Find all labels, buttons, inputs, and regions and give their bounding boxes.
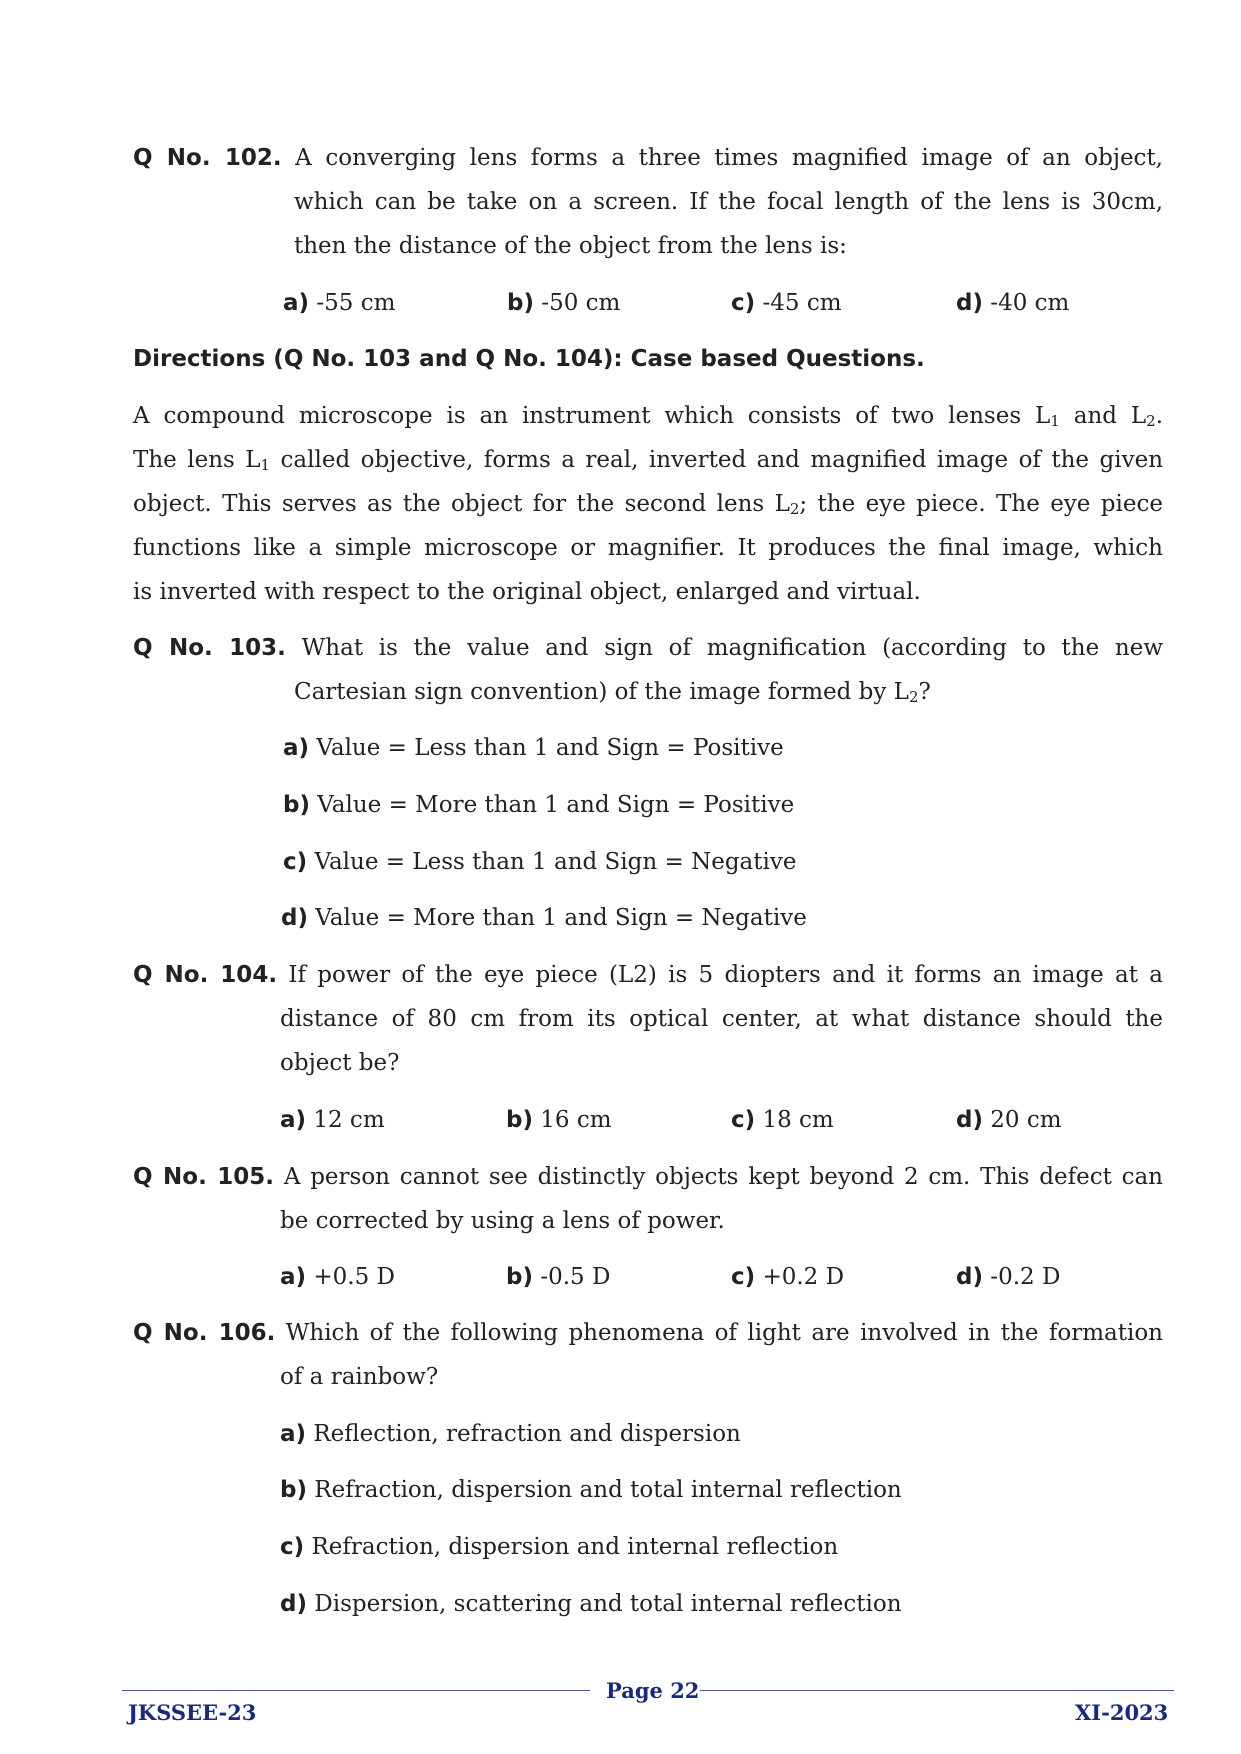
question-102-label: Q No. 102. xyxy=(133,145,282,171)
question-102-option-b: b) -50 cm xyxy=(507,290,621,316)
footer-rule-right xyxy=(700,1690,1174,1691)
footer-rule-left xyxy=(122,1690,590,1691)
question-103-option-a: a) Value = Less than 1 and Sign = Positive xyxy=(283,735,784,761)
question-103-label: Q No. 103. xyxy=(133,635,286,661)
question-102-option-a: a) -55 cm xyxy=(283,290,396,316)
question-106-option-a: a) Reflection, refraction and dispersion xyxy=(280,1421,741,1447)
question-103-option-c: c) Value = Less than 1 and Sign = Negative xyxy=(283,849,797,875)
question-104-label: Q No. 104. xyxy=(133,962,278,988)
passage-line-5: is inverted with respect to the original object, enlarged and virtual. xyxy=(133,579,921,605)
question-102-option-d: d) -40 cm xyxy=(956,290,1070,316)
question-105-line-2: be corrected by using a lens of power. xyxy=(280,1208,725,1234)
question-103-option-d: d) Value = More than 1 and Sign = Negative xyxy=(281,905,807,931)
footer-class-year: XI-2023 xyxy=(1075,1700,1169,1725)
question-106-option-b: b) Refraction, dispersion and total internal reflection xyxy=(280,1477,902,1503)
question-104-option-d: d) 20 cm xyxy=(956,1107,1062,1133)
passage-line-1: A compound microscope is an instrument which consists of two lenses $L_1$ and $L_2$. xyxy=(133,403,1164,430)
question-106-option-c: c) Refraction, dispersion and internal reflection xyxy=(280,1534,839,1560)
question-102-option-c: c) -45 cm xyxy=(731,290,842,316)
question-105-label: Q No. 105. xyxy=(133,1164,275,1190)
question-103-option-b: b) Value = More than 1 and Sign = Positive xyxy=(283,792,795,818)
question-104-option-a: a) 12 cm xyxy=(280,1107,385,1133)
question-103-line-1: Q No. 103. What is the value and sign of magnification (according to the new xyxy=(133,635,1164,661)
question-104-option-c: c) 18 cm xyxy=(731,1107,834,1133)
footer-exam-code: JKSSEE-23 xyxy=(128,1700,257,1725)
question-106-line-1: Q No. 106. Which of the following phenomena of light are involved in the formation xyxy=(133,1320,1163,1346)
passage-line-2: The lens $L_1$ called objective, forms a real, inverted and magnified image of the given xyxy=(133,447,1164,474)
question-106-label: Q No. 106. xyxy=(133,1320,276,1346)
question-105-option-c: c) +0.2 D xyxy=(731,1264,845,1290)
question-104-line-3: object be? xyxy=(280,1050,400,1076)
footer-page-number: Page 22 xyxy=(606,1678,700,1703)
directions-heading: Directions (Q No. 103 and Q No. 104): Case based Questions. xyxy=(133,346,925,372)
question-106-line-2: of a rainbow? xyxy=(280,1364,439,1390)
passage-line-3: object. This serves as the object for the second lens $L_2$; the eye piece. The eye piece xyxy=(133,491,1163,518)
question-104-line-2: distance of 80 cm from its optical center, at what distance should the xyxy=(280,1006,1163,1032)
question-105-option-b: b) -0.5 D xyxy=(506,1264,611,1290)
question-103-line-2: Cartesian sign convention) of the image formed by $L_2$? xyxy=(294,679,931,706)
question-102-line-1: Q No. 102. A converging lens forms a three times magnified image of an object, xyxy=(133,145,1163,171)
question-105-option-a: a) +0.5 D xyxy=(280,1264,395,1290)
passage-line-4: functions like a simple microscope or magnifier. It produces the final image, which xyxy=(133,535,1163,561)
question-102-line-3: then the distance of the object from the lens is: xyxy=(294,233,847,259)
question-102-line-2: which can be take on a screen. If the focal length of the lens is 30cm, xyxy=(294,189,1163,215)
question-106-option-d: d) Dispersion, scattering and total internal reflection xyxy=(280,1591,902,1617)
question-105-line-1: Q No. 105. A person cannot see distinctly objects kept beyond 2 cm. This defect can xyxy=(133,1164,1163,1190)
question-104-option-b: b) 16 cm xyxy=(506,1107,612,1133)
question-104-line-1: Q No. 104. If power of the eye piece (L2) is 5 diopters and it forms an image at a xyxy=(133,962,1164,988)
question-105-option-d: d) -0.2 D xyxy=(956,1264,1061,1290)
